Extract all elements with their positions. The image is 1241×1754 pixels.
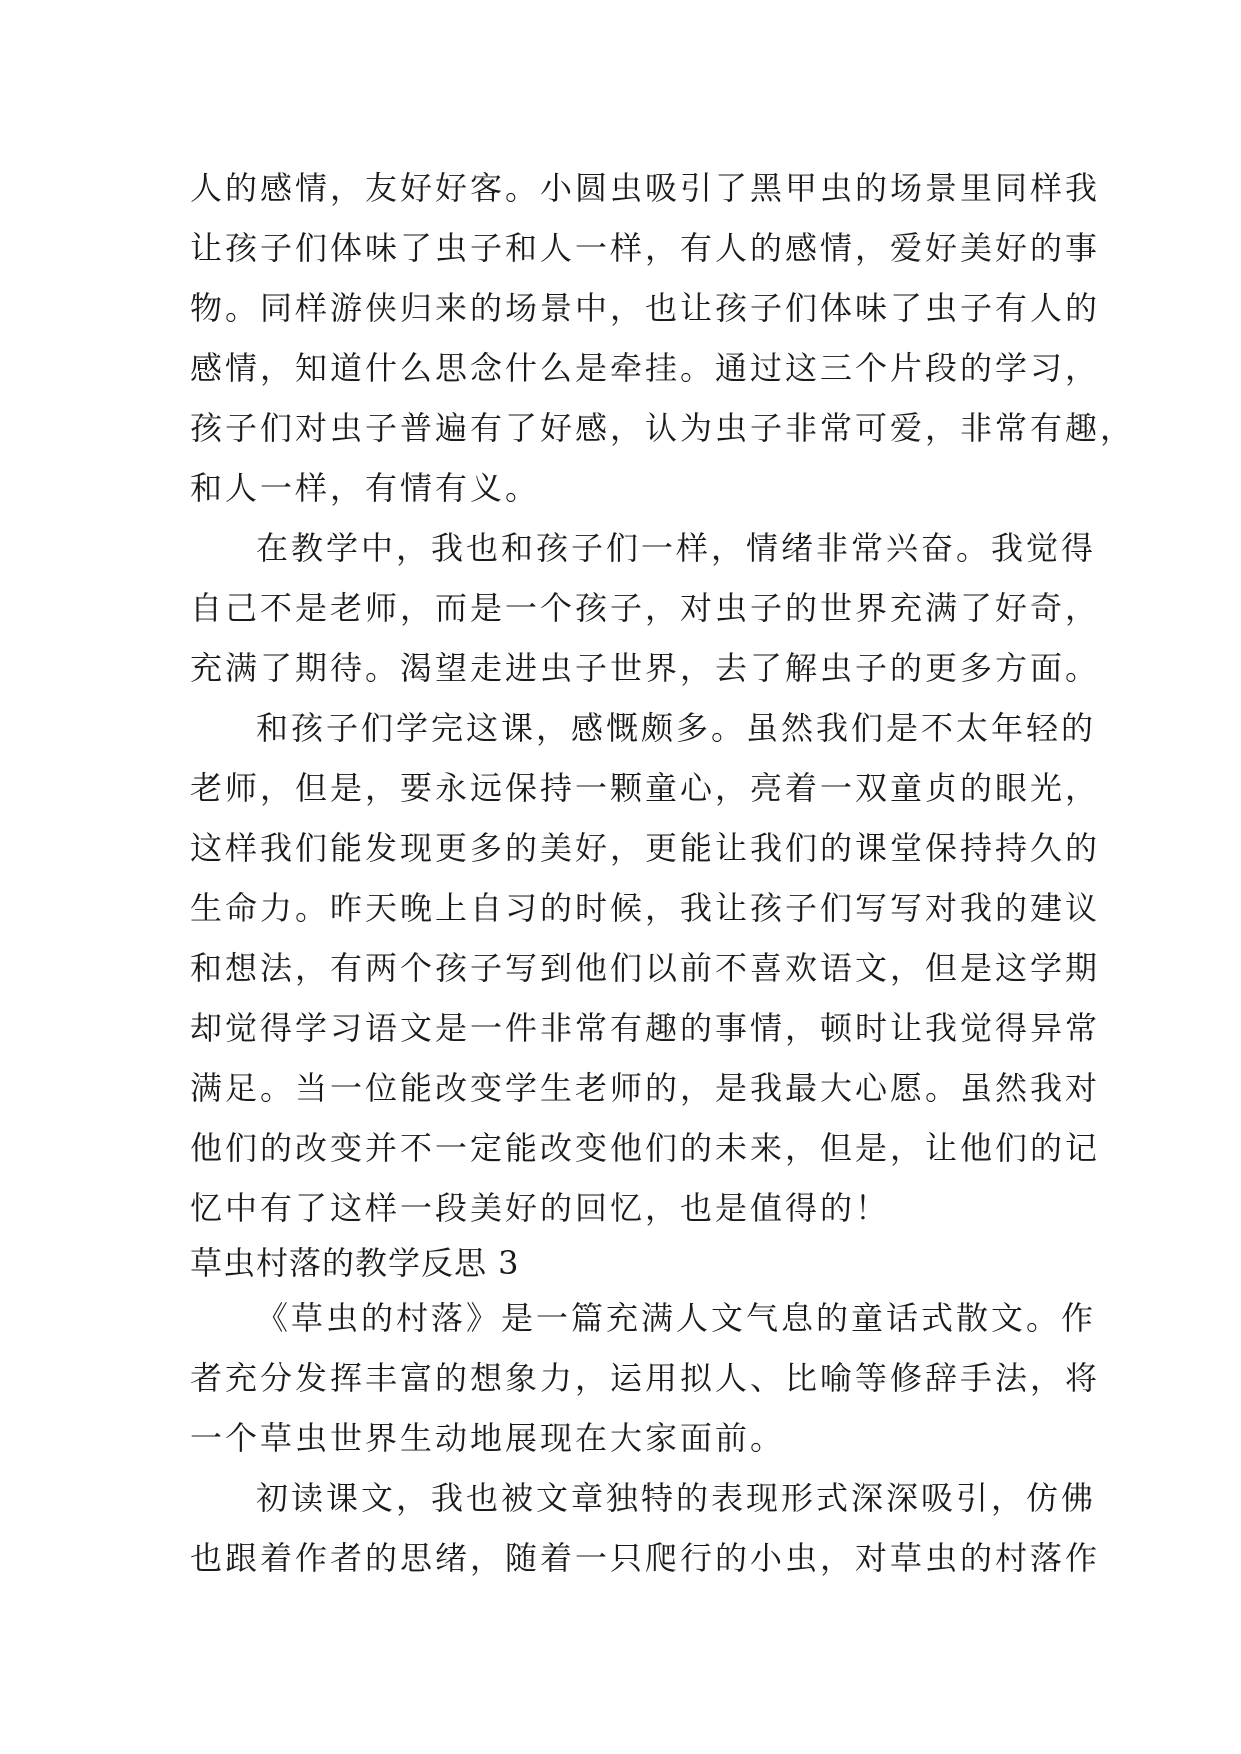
text-line: 孩子们对虫子普遍有了好感，认为虫子非常可爱，非常有趣，	[190, 409, 1136, 447]
text-line: 忆中有了这样一段美好的回忆，也是值得的！	[190, 1189, 891, 1227]
paragraph-first-line: 在教学中，我也和孩子们一样，情绪非常兴奋。我觉得	[256, 529, 1097, 567]
text-line: 和人一样，有情有义。	[190, 469, 541, 507]
text-line: 却觉得学习语文是一件非常有趣的事情，顿时让我觉得异常	[190, 1009, 1101, 1047]
text-line: 让孩子们体味了虫子和人一样，有人的感情，爱好美好的事	[190, 229, 1101, 267]
text-line: 自己不是老师，而是一个孩子，对虫子的世界充满了好奇，	[190, 589, 1101, 627]
text-line: 他们的改变并不一定能改变他们的未来，但是，让他们的记	[190, 1129, 1101, 1167]
paragraph-first-line: 初读课文，我也被文章独特的表现形式深深吸引，仿佛	[256, 1479, 1097, 1517]
text-line: 老师，但是，要永远保持一颗童心，亮着一双童贞的眼光，	[190, 769, 1101, 807]
paragraph-first-line: 和孩子们学完这课，感慨颇多。虽然我们是不太年轻的	[256, 709, 1097, 747]
text-line: 一个草虫世界生动地展现在大家面前。	[190, 1419, 786, 1457]
paragraph-first-line: 《草虫的村落》是一篇充满人文气息的童话式散文。作	[256, 1299, 1097, 1337]
text-line: 者充分发挥丰富的想象力，运用拟人、比喻等修辞手法，将	[190, 1359, 1101, 1397]
text-line: 充满了期待。渴望走进虫子世界，去了解虫子的更多方面。	[190, 649, 1101, 687]
text-line: 和想法，有两个孩子写到他们以前不喜欢语文，但是这学期	[190, 949, 1101, 987]
text-line: 物。同样游侠归来的场景中，也让孩子们体味了虫子有人的	[190, 289, 1101, 327]
text-line: 满足。当一位能改变学生老师的，是我最大心愿。虽然我对	[190, 1069, 1101, 1107]
text-line: 人的感情，友好好客。小圆虫吸引了黑甲虫的场景里同样我	[190, 169, 1101, 207]
text-line: 这样我们能发现更多的美好，更能让我们的课堂保持持久的	[190, 829, 1101, 867]
text-line: 也跟着作者的思绪，随着一只爬行的小虫，对草虫的村落作	[190, 1539, 1101, 1577]
section-heading: 草虫村落的教学反思 3	[190, 1244, 520, 1282]
text-line: 感情，知道什么思念什么是牵挂。通过这三个片段的学习，	[190, 349, 1101, 387]
text-line: 生命力。昨天晚上自习的时候，我让孩子们写写对我的建议	[190, 889, 1101, 927]
